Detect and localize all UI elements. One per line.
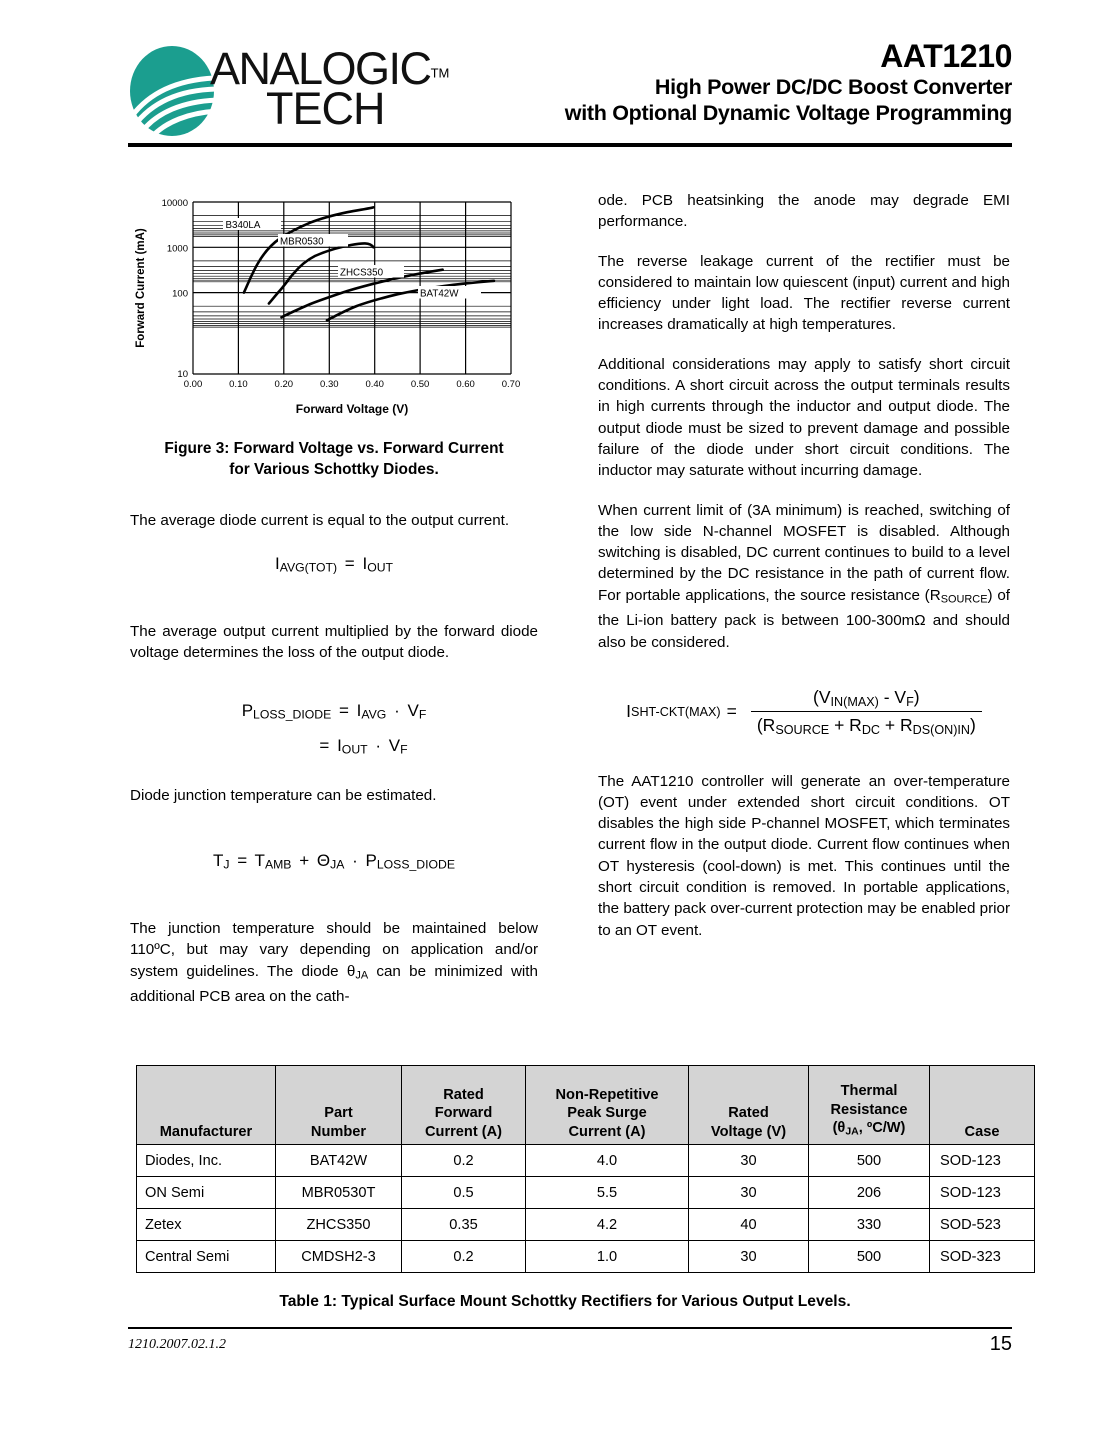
x-tick-0.60: 0.60	[456, 379, 475, 390]
forward-voltage-current-plot	[130, 190, 530, 422]
col-header-thermal-resistance	[809, 1066, 930, 1145]
formula-junction-temperature	[130, 848, 538, 878]
formula-ploss-diode-line1	[130, 698, 538, 728]
table-caption: Table 1: Typical Surface Mount Schottky Rectifiers for Various Output Levels.	[279, 1293, 851, 1310]
formula3-tamb-sub: AMB	[264, 857, 292, 872]
formula3-eq: =	[237, 851, 248, 871]
right-paragraph-4	[598, 500, 1010, 653]
hdr-therm-l2: Resistance	[830, 1101, 908, 1118]
hdr-surge-l3: Current (A)	[568, 1123, 646, 1140]
left-paragraph-4	[130, 918, 538, 1008]
series-label-bat42w: BAT42W	[420, 288, 459, 300]
y-tick-100: 100	[172, 288, 188, 300]
product-subtitle-line1: High Power DC/DC Boost Converter	[654, 75, 1012, 99]
col-header-rated-forward-current	[402, 1066, 526, 1145]
left-column	[130, 190, 538, 1026]
col-header-peak-surge-current	[526, 1066, 689, 1145]
cell-case: SOD-123	[930, 1177, 1035, 1209]
cell-part: ZHCS350	[276, 1209, 402, 1241]
formula2-dot: ·	[394, 700, 400, 720]
cell-case: SOD-523	[930, 1209, 1035, 1241]
den-close: )	[970, 714, 976, 735]
x-tick-0.20: 0.20	[274, 379, 294, 390]
den-sub3: DS(ON)IN	[912, 722, 970, 737]
left-paragraph-2: The average output current multiplied by the forward diode voltage determines the loss of the output diode.	[130, 622, 538, 662]
hdr-part-l3: Number	[310, 1123, 367, 1140]
hdr-therm-l3-pre: (θ	[832, 1120, 846, 1137]
cell-forward-current: 0.2	[402, 1145, 526, 1177]
formula2b-v: V	[388, 736, 401, 756]
header-title-block	[412, 38, 1012, 126]
right-paragraph-5: The AAT1210 controller will generate an over-temperature (OT) event under extended short circuit conditions. OT disables the high side P-channel MOSFET, which terminates current flow in the output diode. Current flow continues when OT hysteresis (cool-down) is met. This continues until the short circuit condition is removed. In portable applications, the battery pack over-current protection may be enabled prior to an OT event.	[598, 772, 1010, 939]
cell-manufacturer: Diodes, Inc.	[137, 1145, 276, 1177]
fraction-denominator	[751, 712, 982, 737]
footer-divider	[128, 1327, 1012, 1329]
hdr-surge-l2: Peak Surge	[567, 1105, 647, 1121]
hdr-therm-l1: Thermal	[840, 1083, 898, 1100]
cell-manufacturer: ON Semi	[137, 1177, 276, 1209]
logo-analogic-text: ANALOGIC	[210, 43, 431, 94]
formula2-v-sub: F	[418, 707, 427, 722]
left-paragraph-3: Diode junction temperature can be estimated.	[130, 786, 437, 804]
formula2-p: P	[241, 700, 254, 720]
col-header-case	[930, 1066, 1035, 1145]
den-plus2: + R	[884, 714, 913, 735]
cell-voltage: 40	[689, 1209, 809, 1241]
left-paragraph-1: The average diode current is equal to the output current.	[130, 512, 510, 529]
hdr-case-l3: Case	[964, 1123, 1000, 1140]
frac-lhs: I	[626, 701, 632, 722]
logo-tech-text: TECH	[266, 83, 385, 134]
cell-thermal: 330	[809, 1209, 930, 1241]
cell-part: MBR0530T	[276, 1177, 402, 1209]
formula1-eq: =	[344, 554, 355, 574]
cell-case: SOD-323	[930, 1241, 1035, 1273]
x-axis-title: Forward Voltage (V)	[295, 402, 409, 416]
hdr-rfc-l3: Current (A)	[424, 1123, 503, 1140]
hdr-part-l2: Part	[324, 1105, 353, 1121]
right-paragraph-2: The reverse leakage current of the rectifier must be considered to maintain low quiescent (input) current and high efficiency under light load. The rectifier reverse current increases dramatically at high temperatures.	[598, 252, 1010, 334]
hdr-therm-l3-sub: JA	[845, 1125, 859, 1138]
hdr-therm-l3-post: , ºC/W)	[858, 1120, 906, 1137]
cell-thermal: 206	[809, 1177, 930, 1209]
y-tick-1000: 1000	[166, 243, 188, 255]
den-open: (R	[756, 714, 776, 735]
hdr-manufacturer-l3: Manufacturer	[159, 1123, 253, 1140]
formula2-i-sub: AVG	[361, 707, 387, 722]
fraction-numerator	[751, 687, 982, 712]
formula2b-eq: =	[319, 736, 330, 756]
frac-lhs-sub: SHT-CKT(MAX)	[631, 704, 721, 719]
formula3-p-sub: LOSS_DIODE	[376, 857, 456, 872]
y-axis-title: Forward Current (mA)	[135, 228, 147, 348]
formula3-t: T	[212, 851, 224, 871]
formula-short-circuit-current	[598, 687, 1010, 737]
formula2-p-sub: LOSS_DIODE	[253, 707, 332, 722]
formula2b-i-sub: OUT	[341, 742, 368, 757]
den-sub2: DC	[861, 722, 881, 737]
right-paragraph-1: ode. PCB heatsinking the anode may degrade EMI performance.	[598, 192, 1010, 231]
num-open: (V	[813, 687, 831, 708]
formula3-dot: ·	[352, 851, 358, 871]
formula3-tamb: T	[254, 851, 265, 871]
cell-manufacturer: Zetex	[137, 1209, 276, 1241]
col-header-manufacturer	[137, 1066, 276, 1145]
hdr-volt-l2: Rated	[728, 1105, 769, 1121]
figure-3-chart	[130, 190, 530, 422]
table-row	[137, 1145, 1035, 1177]
header-divider	[128, 143, 1012, 147]
cell-manufacturer: Central Semi	[137, 1241, 276, 1273]
left-para4-theta-sub: JA	[355, 968, 369, 981]
series-label-zhcs350: ZHCS350	[340, 267, 384, 279]
table-header-row	[137, 1066, 1035, 1145]
right-para4-sub: SOURCE	[940, 593, 988, 606]
y-tick-10: 10	[177, 369, 188, 380]
formula3-theta-sub: JA	[330, 857, 345, 872]
page-number: 15	[989, 1333, 1012, 1355]
formula2-i: I	[356, 700, 362, 720]
figure-caption-line2: for Various Schottky Diodes.	[229, 461, 439, 478]
formula1-lhs: I	[274, 554, 280, 574]
num-minus: - V	[883, 687, 907, 708]
x-tick-0.00: 0.00	[183, 379, 203, 390]
formula2-eq: =	[338, 700, 349, 720]
col-header-part-number	[276, 1066, 402, 1145]
cell-case: SOD-123	[930, 1145, 1035, 1177]
frac-eq-sign: =	[726, 701, 737, 722]
right-column	[598, 190, 1010, 959]
formula3-plus: +	[299, 851, 310, 871]
formula2b-dot: ·	[375, 736, 382, 756]
x-tick-0.30: 0.30	[320, 379, 339, 390]
cell-part: BAT42W	[276, 1145, 402, 1177]
table-row	[137, 1177, 1035, 1209]
hdr-rfc-l2: Forward	[434, 1105, 493, 1121]
x-tick-labels	[184, 379, 521, 390]
x-tick-0.70: 0.70	[501, 379, 521, 390]
hdr-volt-l3: Voltage (V)	[710, 1123, 787, 1140]
figure-caption-line1: Figure 3: Forward Voltage vs. Forward Current	[164, 440, 504, 457]
x-tick-0.10: 0.10	[229, 379, 248, 390]
table-row	[137, 1241, 1035, 1273]
page-header	[128, 38, 1012, 148]
col-header-rated-voltage	[689, 1066, 809, 1145]
hdr-rfc-l1: Rated	[443, 1086, 484, 1103]
num-sub2: F	[906, 694, 914, 709]
formula1-rhs: I	[362, 554, 368, 574]
cell-voltage: 30	[689, 1241, 809, 1273]
series-label-mbr0530: MBR0530	[280, 236, 324, 248]
cell-surge-current: 4.0	[526, 1145, 689, 1177]
num-sub1: IN(MAX)	[830, 694, 879, 709]
table-section	[136, 1065, 1001, 1311]
x-tick-0.50: 0.50	[410, 379, 430, 390]
cell-part: CMDSH2-3	[276, 1241, 402, 1273]
cell-voltage: 30	[689, 1177, 809, 1209]
formula1-lhs-sub: AVG(TOT)	[279, 560, 338, 575]
series-label-b340la: B340LA	[225, 220, 261, 231]
formula-ploss-diode-line2	[130, 733, 538, 763]
x-tick-0.40: 0.40	[365, 379, 384, 390]
schottky-rectifiers-table	[136, 1065, 1035, 1273]
cell-surge-current: 1.0	[526, 1241, 689, 1273]
num-close: )	[913, 687, 920, 708]
den-sub1: SOURCE	[775, 722, 830, 737]
cell-forward-current: 0.5	[402, 1177, 526, 1209]
cell-forward-current: 0.35	[402, 1209, 526, 1241]
right-para4-post: ) of the Li-ion battery pack is between 100-300mΩ and should also be considered.	[598, 586, 1010, 651]
product-subtitle-line2: with Optional Dynamic Voltage Programming	[564, 101, 1012, 125]
cell-thermal: 500	[809, 1241, 930, 1273]
logo-trademark-symbol: TM	[430, 65, 450, 81]
formula3-p: P	[365, 851, 377, 871]
company-logo	[128, 38, 448, 146]
formula2-v: V	[407, 700, 419, 720]
document-revision-id: 1210.2007.02.1.2	[128, 1337, 226, 1352]
right-para4-pre: When current limit of (3A minimum) is reached, switching of the low side N-channel MOSFET is disabled. Although switching is disabled, DC current continues to build to a level determined by the DC resistance in the path of current flow. For portable applications, the source resistance (R	[598, 501, 1010, 604]
cell-forward-current: 0.2	[402, 1241, 526, 1273]
formula1-rhs-sub: OUT	[367, 560, 394, 575]
figure-caption	[130, 438, 538, 480]
right-paragraph-3: Additional considerations may apply to satisfy short circuit conditions. A short circuit across the output terminals results in high currents through the inductor and output diode. The output diode must be sized to prevent damage and possible failure of the diode under short circuit conditions. The inductor may saturate without incurring damage.	[598, 355, 1010, 480]
cell-voltage: 30	[689, 1145, 809, 1177]
hdr-surge-l1: Non-Repetitive	[555, 1086, 659, 1103]
diode-curves	[244, 207, 494, 320]
left-para4-post: can be minimized with additional PCB area on the cath-	[130, 962, 538, 1006]
cell-surge-current: 4.2	[526, 1209, 689, 1241]
left-para4-pre: The junction temperature should be maintained below 110ºC, but may vary depending on application and/or system guidelines. The diode	[130, 919, 538, 980]
y-tick-10000: 10000	[161, 198, 188, 209]
left-para4-theta: θ	[346, 962, 356, 980]
formula3-t-sub: J	[223, 857, 230, 872]
cell-surge-current: 5.5	[526, 1177, 689, 1209]
page-footer	[128, 1333, 1012, 1367]
part-number-title: AAT1210	[880, 38, 1012, 74]
den-plus1: + R	[834, 714, 862, 735]
formula2b-v-sub: F	[400, 742, 408, 757]
formula-iavg-tot	[130, 551, 538, 581]
cell-thermal: 500	[809, 1145, 930, 1177]
analogic-tech-logo-icon	[128, 44, 216, 138]
table-row	[137, 1209, 1035, 1241]
formula2b-i: I	[337, 736, 342, 756]
fraction	[751, 687, 982, 737]
formula3-theta: Θ	[316, 851, 331, 871]
